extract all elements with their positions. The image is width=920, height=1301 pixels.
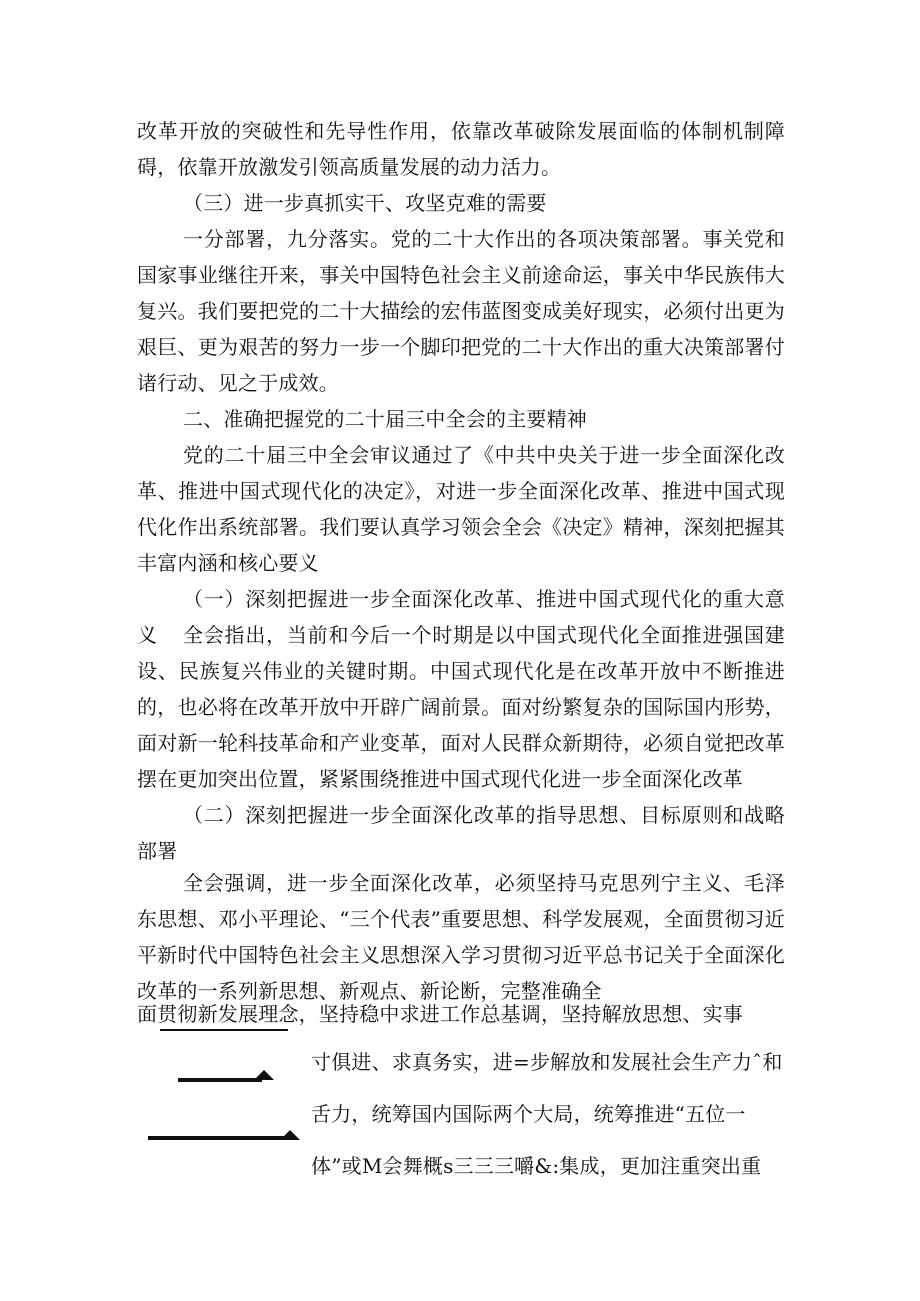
paragraph-implementation: 一分部署，九分落实。党的二十大作出的各项决策部署。事关党和国家事业继往开来，事关中国特色社会主义前途命运，事关中华民族伟大复兴。我们要把党的二十大描绘的宏伟蓝图变成美好现实，必须付出更为艰巨、更为艰苦的努力一步一个脚印把党的二十大作出的重大决策部署付诸行动、见之于成效。 bbox=[137, 227, 785, 395]
stroke-mark-lower bbox=[148, 1136, 284, 1140]
paragraph-plenum-decision: 党的二十届三中全会审议通过了《中共中央关于进一步全面深化改革、推进中国式现代化的决定》，对进一步全面深化改革、推进中国式现代化作出系统部署。我们要认真学习领会全会《决定》精神，深刻把握其丰富内涵和核心要义 bbox=[137, 443, 785, 575]
paragraph-plenum-emphasis: 全会强调，进一步全面深化改革，必须坚持马克思列宁主义、毛泽东思想、邓小平理论、“三个代表”重要思想、科学发展观，全面贯彻习近平新时代中国特色社会主义思想深入学习贯彻习近平总书记关于全面深化改革的一系列新思想、新观点、新论断，完整准确全 bbox=[137, 871, 785, 1003]
paragraph-reform-opening: 改革开放的突破性和先导性作用，依靠改革破除发展面临的体制机制障碍，依靠开放激发引领高质量发展的动力活力。 bbox=[137, 119, 785, 179]
chapter-heading-2: 二、准确把握党的二十届三中全会的主要精神 bbox=[183, 407, 587, 431]
text-line-continuation-4: 体”或M会舞概s三三三嚼&:集成，更加注重突出重 bbox=[311, 1154, 762, 1178]
text-line-continuation-3: 舌力，统筹国内国际两个大局，统筹推进“五位一 bbox=[311, 1102, 746, 1126]
text-line-continuation-1: 面贯彻新发展理念，坚持稳中求进工作总基调，坚持解放思想、实事 bbox=[137, 1002, 743, 1026]
stroke-mark-upper bbox=[178, 1078, 262, 1082]
section-heading-1: （一）深刻把握进一步全面深化改革、推进中国式现代化的重大意义 bbox=[137, 587, 785, 647]
underline-mark bbox=[160, 1029, 288, 1031]
text-line-continuation-2: 寸俱进、求真务实，进=步解放和发展社会生产力ˆ和 bbox=[311, 1050, 783, 1074]
stroke-tip-lower bbox=[280, 1130, 300, 1140]
paragraph-plenum-points: 全会指出，当前和今后一个时期是以中国式现代化全面推进强国建设、民族复兴伟业的关键时期。中国式现代化是在改革开放中不断推进的，也必将在改革开放中开辟广阔前景。面对纷繁复杂的国际国内形势，面对新一轮科技革命和产业变革，面对人民群众新期待，必须自觉把改革摆在更加突出位置，紧紧围绕推进中国式现代化进一步全面深化改革 bbox=[137, 623, 785, 791]
section-heading-3: （三）进一步真抓实干、攻坚克难的需要 bbox=[183, 191, 547, 215]
section-heading-2: （二）深刻把握进一步全面深化改革的指导思想、目标原则和战略部署 bbox=[137, 803, 785, 863]
stroke-tip-upper bbox=[254, 1070, 274, 1080]
